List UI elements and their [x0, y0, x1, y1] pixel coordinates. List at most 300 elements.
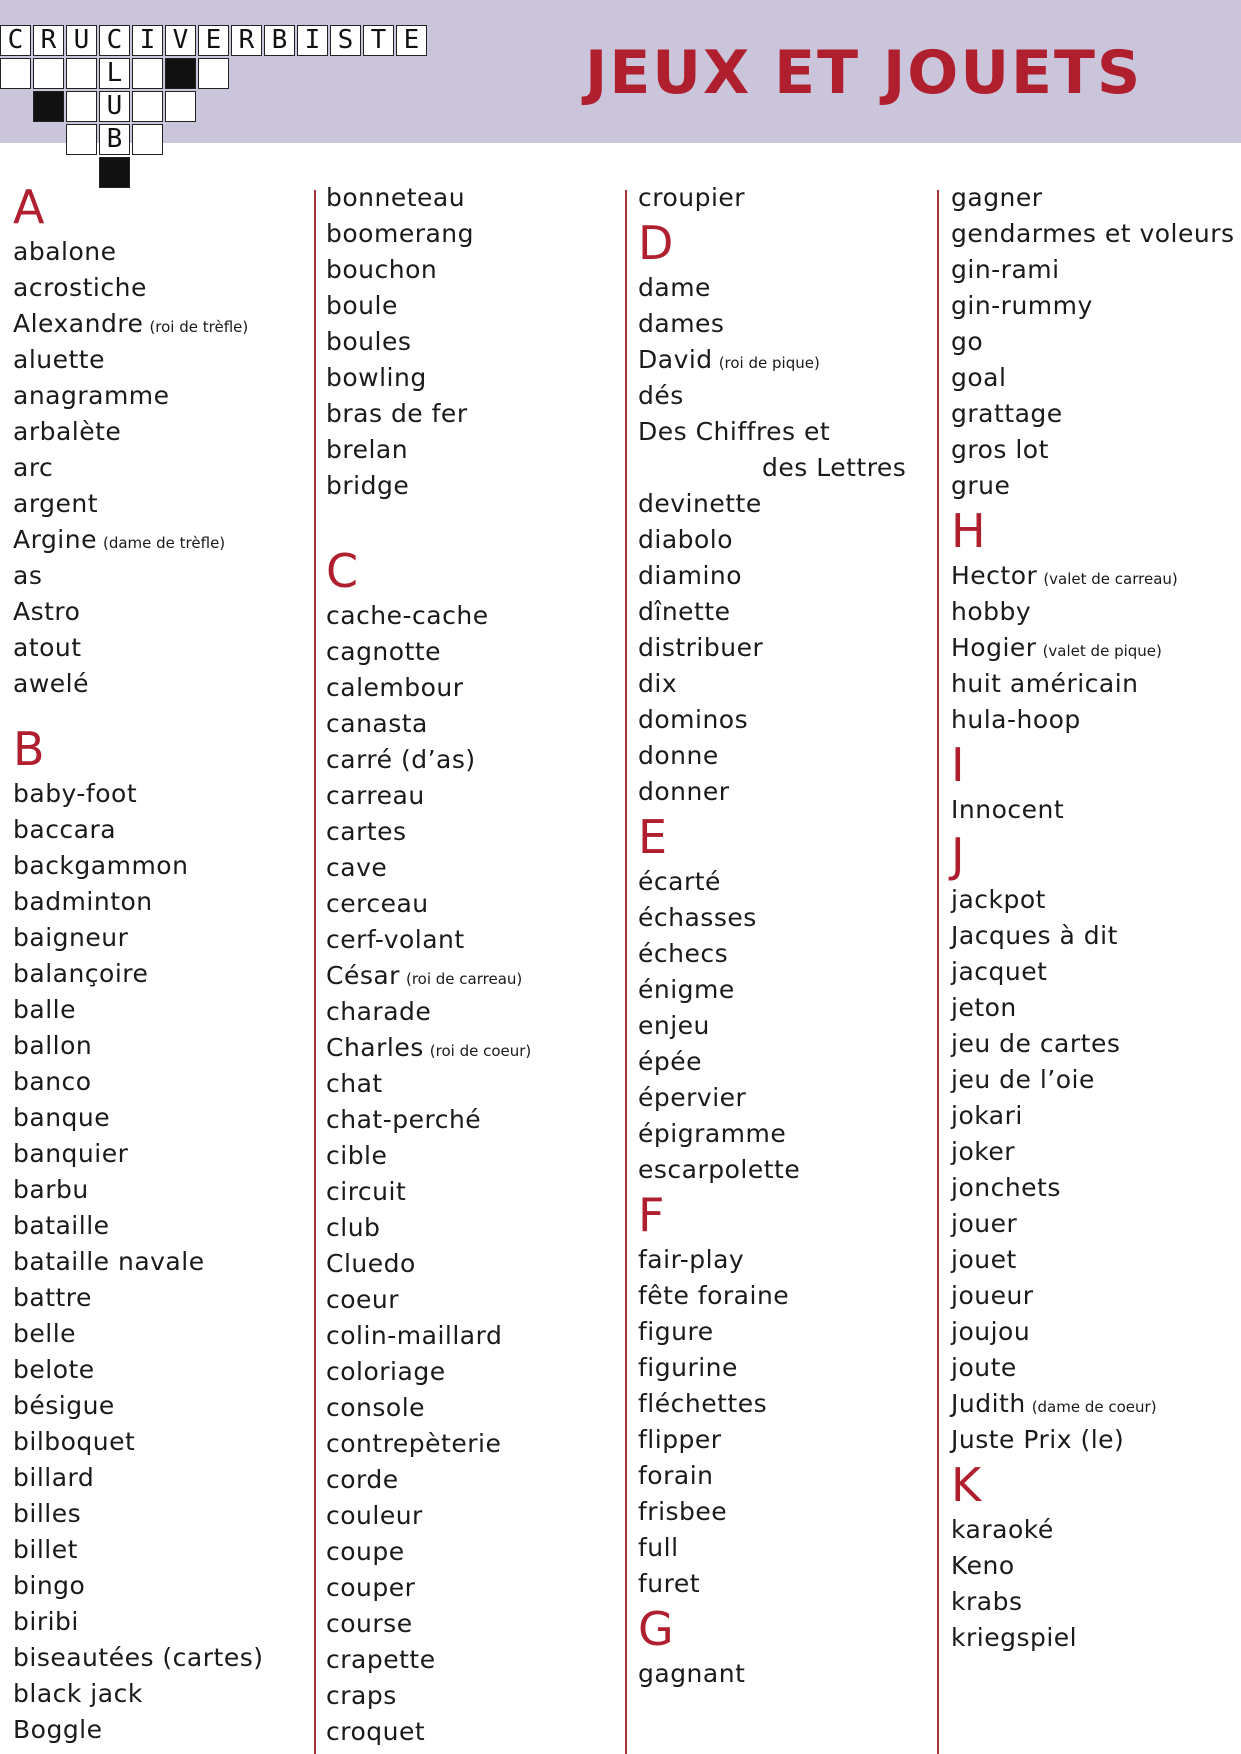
word-entry: [638, 414, 906, 450]
word-text: dames: [638, 309, 725, 338]
word-text: écarté: [638, 867, 721, 896]
word-entry: [638, 702, 906, 738]
word-text: Judith: [951, 1389, 1026, 1418]
word-text: forain: [638, 1461, 714, 1490]
word-entry: [326, 922, 531, 958]
word-entry: [326, 598, 531, 634]
column-divider: [314, 190, 316, 1754]
word-text: jacquet: [951, 957, 1048, 986]
word-entry: [638, 1530, 906, 1566]
word-entry: [638, 1350, 906, 1386]
word-text: gin-rami: [951, 255, 1060, 284]
word-text: jeton: [951, 993, 1017, 1022]
word-text: fléchettes: [638, 1389, 768, 1418]
word-entry: [951, 1170, 1235, 1206]
logo-cell: E: [396, 25, 427, 56]
word-entry: [951, 252, 1235, 288]
word-entry: [13, 270, 263, 306]
logo-cell: [132, 58, 163, 89]
word-entry: [13, 1172, 263, 1208]
word-text: biribi: [13, 1607, 79, 1636]
word-entry: [326, 958, 531, 994]
word-entry: [638, 558, 906, 594]
word-entry: [13, 378, 263, 414]
word-text: go: [951, 327, 984, 356]
word-text: goal: [951, 363, 1007, 392]
word-text: ballon: [13, 1031, 93, 1060]
word-text: couper: [326, 1573, 416, 1602]
word-entry: [326, 1390, 531, 1426]
word-text: Boggle: [13, 1715, 103, 1744]
word-text: bilboquet: [13, 1427, 136, 1456]
word-text: cagnotte: [326, 637, 442, 666]
word-entry: [13, 1676, 263, 1712]
word-text: escarpolette: [638, 1155, 801, 1184]
word-entry: [13, 1244, 263, 1280]
word-entry: [13, 1496, 263, 1532]
word-text: belote: [13, 1355, 95, 1384]
word-entry: [638, 180, 906, 216]
word-entry: [951, 918, 1235, 954]
word-text: awelé: [13, 669, 89, 698]
word-entry: [951, 1422, 1235, 1458]
word-entry: [326, 1570, 531, 1606]
word-text: enjeu: [638, 1011, 710, 1040]
word-text: gros lot: [951, 435, 1049, 464]
word-text: battre: [13, 1283, 92, 1312]
word-entry: [13, 1712, 263, 1748]
word-text: arc: [13, 453, 54, 482]
word-text: atout: [13, 633, 82, 662]
logo-cell: [165, 91, 196, 122]
section-letter: E: [638, 810, 668, 864]
word-column-2: [326, 180, 531, 1750]
word-entry: [326, 1210, 531, 1246]
word-entry: [13, 1640, 263, 1676]
word-text: coupe: [326, 1537, 405, 1566]
word-text: full: [638, 1533, 679, 1562]
word-entry: [13, 1136, 263, 1172]
word-entry: [951, 396, 1235, 432]
word-text: frisbee: [638, 1497, 728, 1526]
spacer: [326, 524, 531, 544]
word-text: distribuer: [638, 633, 764, 662]
word-text: David: [638, 345, 713, 374]
word-text: boules: [326, 327, 412, 356]
word-text: gagner: [951, 183, 1043, 212]
word-entry: [13, 1280, 263, 1316]
word-entry: [326, 1534, 531, 1570]
word-entry: [638, 450, 906, 486]
word-entry: [638, 522, 906, 558]
word-entry: [13, 1460, 263, 1496]
word-text: cave: [326, 853, 388, 882]
word-text: Hogier: [951, 633, 1037, 662]
word-text: brelan: [326, 435, 409, 464]
word-entry: [13, 1424, 263, 1460]
word-note: (valet de pique): [1042, 642, 1162, 660]
word-text: hobby: [951, 597, 1032, 626]
word-text: barbu: [13, 1175, 89, 1204]
word-text: Juste Prix (le): [951, 1425, 1125, 1454]
word-text: jouet: [951, 1245, 1017, 1274]
word-text: dame: [638, 273, 711, 302]
word-text: corde: [326, 1465, 399, 1494]
logo-cell: [0, 58, 31, 89]
word-text: échasses: [638, 903, 757, 932]
word-text: banco: [13, 1067, 92, 1096]
word-entry: [13, 486, 263, 522]
word-text: anagramme: [13, 381, 170, 410]
word-note: (roi de trèfle): [149, 318, 249, 336]
word-text: cerceau: [326, 889, 429, 918]
word-text: craps: [326, 1681, 397, 1710]
word-text: Hector: [951, 561, 1038, 590]
section-letter: C: [326, 544, 359, 598]
word-entry: [638, 1278, 906, 1314]
word-entry: [951, 324, 1235, 360]
word-entry: [638, 738, 906, 774]
word-entry: [13, 630, 263, 666]
word-entry: [326, 814, 531, 850]
word-entry: [13, 1064, 263, 1100]
word-text: joueur: [951, 1281, 1034, 1310]
word-entry: [13, 1352, 263, 1388]
logo-cell: E: [198, 25, 229, 56]
word-entry: [951, 1242, 1235, 1278]
word-text: krabs: [951, 1587, 1023, 1616]
word-entry: [951, 1350, 1235, 1386]
word-text: Innocent: [951, 795, 1065, 824]
word-text: fair-play: [638, 1245, 745, 1274]
word-text: jokari: [951, 1101, 1023, 1130]
word-entry: [951, 558, 1235, 594]
word-text: jeu de l’oie: [951, 1065, 1095, 1094]
word-text: cerf-volant: [326, 925, 465, 954]
word-entry: [638, 1044, 906, 1080]
word-note: (dame de coeur): [1031, 1398, 1157, 1416]
word-text: Keno: [951, 1551, 1015, 1580]
word-entry: [326, 994, 531, 1030]
word-text: jeu de cartes: [951, 1029, 1121, 1058]
word-text: bras de fer: [326, 399, 468, 428]
word-entry: [326, 742, 531, 778]
word-text: joker: [951, 1137, 1015, 1166]
word-text: flipper: [638, 1425, 722, 1454]
spacer: [326, 504, 531, 524]
word-text: bouchon: [326, 255, 438, 284]
word-entry: [13, 812, 263, 848]
word-text: canasta: [326, 709, 428, 738]
word-entry: [13, 884, 263, 920]
word-entry: [951, 432, 1235, 468]
logo-cell: S: [330, 25, 361, 56]
logo-cell: [66, 58, 97, 89]
word-text: as: [13, 561, 43, 590]
word-entry: [13, 594, 263, 630]
word-entry: [13, 558, 263, 594]
section-letter: J: [951, 828, 965, 882]
logo-black-cell: [33, 91, 64, 122]
word-text: badminton: [13, 887, 153, 916]
word-text: Astro: [13, 597, 81, 626]
word-entry: [638, 486, 906, 522]
word-entry: [326, 1282, 531, 1318]
word-text: billes: [13, 1499, 82, 1528]
word-text: croupier: [638, 183, 746, 212]
word-entry: [326, 252, 531, 288]
word-entry: [13, 1604, 263, 1640]
word-text: énigme: [638, 975, 735, 1004]
word-text: bonneteau: [326, 183, 466, 212]
word-entry: [326, 1138, 531, 1174]
word-entry: [951, 1512, 1235, 1548]
word-entry: [638, 666, 906, 702]
word-entry: [638, 306, 906, 342]
word-entry: [951, 1548, 1235, 1584]
word-column-1: [13, 180, 263, 1748]
word-entry: [326, 1030, 531, 1066]
section-letter: B: [13, 722, 45, 776]
word-text: club: [326, 1213, 381, 1242]
word-text: carré (d’as): [326, 745, 476, 774]
word-entry: [13, 992, 263, 1028]
word-entry: [13, 1568, 263, 1604]
word-text: banque: [13, 1103, 111, 1132]
section-letter: F: [638, 1188, 665, 1242]
logo-cell: [132, 91, 163, 122]
word-note: (roi de carreau): [405, 970, 523, 988]
word-entry: [326, 706, 531, 742]
word-text: jackpot: [951, 885, 1046, 914]
word-text: dix: [638, 669, 678, 698]
word-text: backgammon: [13, 851, 189, 880]
logo-cell: B: [264, 25, 295, 56]
word-text: karaoké: [951, 1515, 1054, 1544]
word-entry: [326, 1426, 531, 1462]
word-entry: [638, 900, 906, 936]
word-text: baccara: [13, 815, 117, 844]
word-column-3: [638, 180, 906, 1692]
word-entry: [951, 882, 1235, 918]
word-entry: [951, 954, 1235, 990]
word-entry: [638, 1422, 906, 1458]
word-text: épervier: [638, 1083, 747, 1112]
word-text: épée: [638, 1047, 703, 1076]
spacer: [13, 702, 263, 722]
column-divider: [937, 190, 939, 1754]
word-text: argent: [13, 489, 99, 518]
word-text: Cluedo: [326, 1249, 416, 1278]
word-entry: [326, 468, 531, 504]
word-entry: [951, 468, 1235, 504]
word-entry: [13, 1028, 263, 1064]
word-entry: [638, 1656, 906, 1692]
word-entry: [326, 634, 531, 670]
word-entry: [13, 1208, 263, 1244]
word-entry: [638, 594, 906, 630]
word-text: abalone: [13, 237, 117, 266]
word-text: banquier: [13, 1139, 129, 1168]
word-text: figurine: [638, 1353, 738, 1382]
logo-cell: L: [99, 58, 130, 89]
word-entry: [951, 594, 1235, 630]
word-entry: [326, 850, 531, 886]
word-entry: [326, 886, 531, 922]
word-text: dominos: [638, 705, 749, 734]
word-entry: [326, 670, 531, 706]
word-text: dînette: [638, 597, 731, 626]
logo-cell: [66, 124, 97, 155]
word-entry: [638, 1152, 906, 1188]
word-text: cache-cache: [326, 601, 489, 630]
word-entry: [326, 288, 531, 324]
logo-cell: T: [363, 25, 394, 56]
word-text: cible: [326, 1141, 388, 1170]
word-text: épigramme: [638, 1119, 787, 1148]
page-title: JEUX ET JOUETS: [585, 38, 1143, 108]
word-text: boomerang: [326, 219, 475, 248]
logo-cell: I: [132, 25, 163, 56]
word-text: balle: [13, 995, 76, 1024]
word-entry: [13, 234, 263, 270]
word-text: diamino: [638, 561, 743, 590]
word-entry: [326, 432, 531, 468]
word-text: César: [326, 961, 400, 990]
word-text: billard: [13, 1463, 95, 1492]
word-entry: [951, 1134, 1235, 1170]
word-entry: [638, 1008, 906, 1044]
word-entry: [638, 378, 906, 414]
word-entry: [951, 1314, 1235, 1350]
word-text: donne: [638, 741, 719, 770]
section-letter: A: [13, 180, 45, 234]
word-entry: [326, 1642, 531, 1678]
word-entry: [13, 848, 263, 884]
word-entry: [951, 792, 1235, 828]
word-text: bingo: [13, 1571, 86, 1600]
word-entry: [326, 324, 531, 360]
word-text: Argine: [13, 525, 97, 554]
word-entry: [638, 774, 906, 810]
word-text: joujou: [951, 1317, 1031, 1346]
word-text: charade: [326, 997, 432, 1026]
word-entry: [638, 1386, 906, 1422]
column-divider: [625, 190, 627, 1754]
logo-cell: V: [165, 25, 196, 56]
word-text: Charles: [326, 1033, 424, 1062]
section-letter: I: [951, 738, 965, 792]
word-text: bridge: [326, 471, 410, 500]
word-entry: [13, 450, 263, 486]
word-text: baby-foot: [13, 779, 138, 808]
word-entry: [638, 864, 906, 900]
word-text: dés: [638, 381, 684, 410]
word-entry: [951, 1062, 1235, 1098]
section-letter: K: [951, 1458, 982, 1512]
word-text: coeur: [326, 1285, 400, 1314]
word-entry: [326, 1714, 531, 1750]
word-entry: [13, 956, 263, 992]
word-text: joute: [951, 1353, 1017, 1382]
word-text: bataille: [13, 1211, 110, 1240]
word-text: crapette: [326, 1645, 436, 1674]
word-entry: [326, 1498, 531, 1534]
word-text: carreau: [326, 781, 425, 810]
word-entry: [638, 342, 906, 378]
word-entry: [326, 180, 531, 216]
word-entry: [326, 1102, 531, 1138]
word-text: bowling: [326, 363, 427, 392]
word-entry: [638, 1080, 906, 1116]
word-text: coloriage: [326, 1357, 446, 1386]
word-entry: [951, 1278, 1235, 1314]
word-entry: [13, 414, 263, 450]
word-entry: [951, 1098, 1235, 1134]
word-entry: [326, 1462, 531, 1498]
word-text: donner: [638, 777, 730, 806]
word-entry: [951, 1620, 1235, 1656]
word-text: boule: [326, 291, 398, 320]
word-text: baigneur: [13, 923, 129, 952]
word-entry: [951, 216, 1235, 252]
word-entry: [951, 1584, 1235, 1620]
word-entry: [326, 1318, 531, 1354]
word-note: (dame de trèfle): [102, 534, 226, 552]
word-text: gagnant: [638, 1659, 746, 1688]
word-entry: [13, 776, 263, 812]
word-text: contrepèterie: [326, 1429, 502, 1458]
section-letter: G: [638, 1602, 674, 1656]
word-entry: [638, 1116, 906, 1152]
word-text: grue: [951, 471, 1011, 500]
word-text: échecs: [638, 939, 729, 968]
word-entry: [951, 180, 1235, 216]
word-text: biseautées (cartes): [13, 1643, 264, 1672]
word-text: kriegspiel: [951, 1623, 1078, 1652]
word-text: fête foraine: [638, 1281, 790, 1310]
logo-cell: C: [0, 25, 31, 56]
word-entry: [326, 1678, 531, 1714]
word-entry: [326, 778, 531, 814]
word-entry: [13, 306, 263, 342]
word-text: balançoire: [13, 959, 149, 988]
section-letter: H: [951, 504, 986, 558]
word-text: couleur: [326, 1501, 423, 1530]
word-entry: [638, 1458, 906, 1494]
word-entry: [326, 216, 531, 252]
word-text: acrostiche: [13, 273, 147, 302]
word-entry: [638, 1494, 906, 1530]
word-text: console: [326, 1393, 426, 1422]
word-note: (roi de coeur): [429, 1042, 532, 1060]
word-entry: [638, 270, 906, 306]
word-text: cartes: [326, 817, 407, 846]
word-text: chat: [326, 1069, 383, 1098]
word-text: belle: [13, 1319, 77, 1348]
logo-cell: R: [231, 25, 262, 56]
logo-cell: [198, 58, 229, 89]
word-entry: [951, 630, 1235, 666]
word-entry: [13, 666, 263, 702]
word-text: jonchets: [951, 1173, 1061, 1202]
word-entry: [951, 990, 1235, 1026]
word-entry: [326, 1246, 531, 1282]
word-entry: [638, 936, 906, 972]
word-text: gin-rummy: [951, 291, 1093, 320]
word-entry: [13, 522, 263, 558]
word-text: arbalète: [13, 417, 122, 446]
